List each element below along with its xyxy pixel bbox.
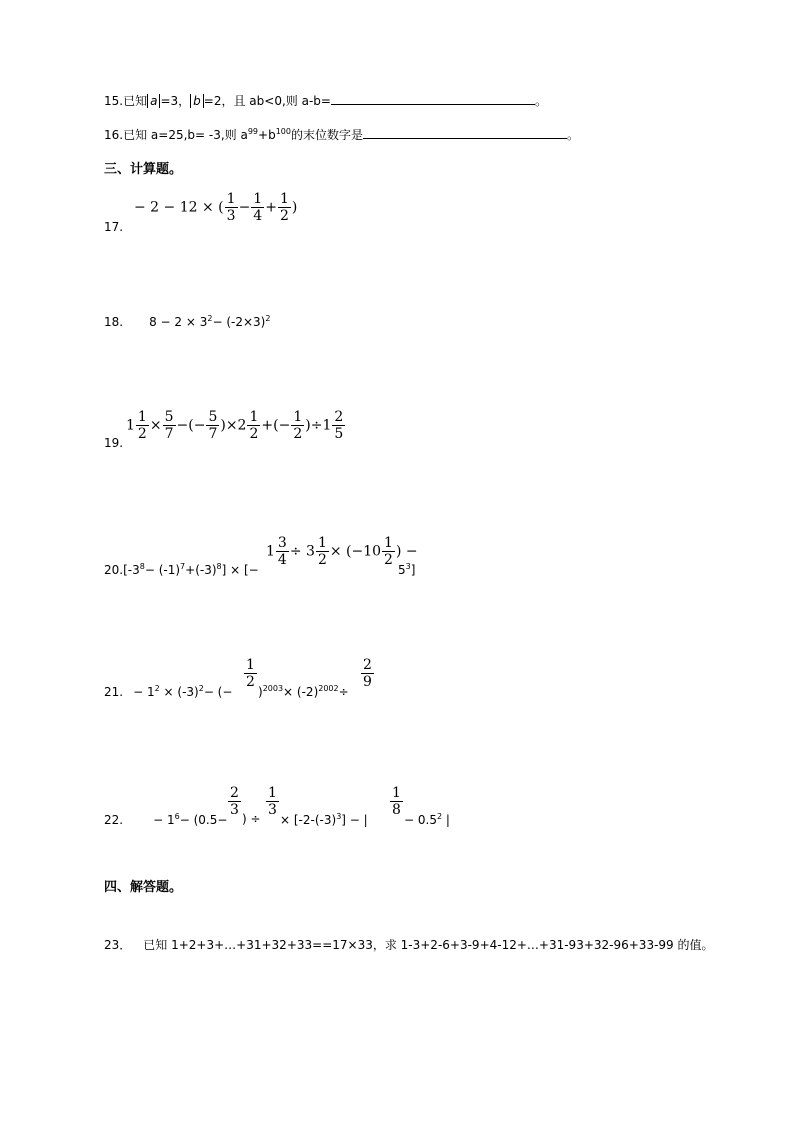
question-21-fraction-2: $\frac{2}{9}$	[363, 657, 372, 690]
section-title-calculation: 三、计算题。	[104, 162, 183, 177]
answer-blank-15[interactable]	[331, 93, 535, 105]
question-17-number: 17.	[104, 220, 124, 234]
question-18: 18. $8 - 2 \times 3^2- (-2\times 3)^2$	[104, 314, 271, 329]
question-22-fraction-2: $\frac{1}{3}$	[268, 785, 277, 818]
abs-a: a	[147, 94, 160, 108]
question-22-fraction-3: $\frac{1}{8}$	[392, 785, 401, 818]
question-16: 16.已知 a=25,b= -3,则 $a^{99}+b^{100}$的末位数字是 。	[104, 127, 580, 142]
question-21-left: 21. − $1^2 \times (-3)^2-$ (−	[104, 684, 233, 699]
question-23: 23． 已知 1+2+3+…+31+32+33==17×33，求 1-3+2-6+3-9+4-12+…+31-93+32-96+33-99 的值。	[104, 938, 714, 952]
question-22-mid2: × $[-2-(-3)^3]$ − |	[280, 812, 368, 827]
question-20-tail: $5^3$]	[398, 562, 416, 577]
answer-blank-16[interactable]	[363, 127, 567, 139]
question-19-number: 19.	[104, 436, 124, 450]
question-22-mid1: ) ÷	[242, 812, 261, 826]
question-21-fraction-1: $\frac{1}{2}$	[246, 657, 255, 690]
question-20-fractions: 1 $\frac{3}{4}$ ÷ 3 $\frac{1}{2}$ × (−10 $\frac{1}{2}$ ) −	[266, 535, 418, 568]
question-22-tail: − $0.5^2$ |	[404, 812, 450, 827]
question-22-left: 22. − $1^6- (0.5-$	[104, 812, 228, 827]
question-20-left: $20.[-3^8- (-1)^7+(-3)^8]$ × [−	[104, 562, 259, 577]
question-22-fraction-1: $\frac{2}{3}$	[230, 785, 239, 818]
question-17-expression: − 2 − 12 × ( $\frac{1}{3}$ − $\frac{1}{4}$ + $\frac{1}{2}$ )	[134, 191, 298, 224]
question-21-mid: )$^{2003}\times (-2)^{2002}\div$	[258, 684, 349, 699]
abs-b: b	[190, 94, 204, 108]
question-15: 15.已知 a =3， b =2，且 ab<0,则 a-b= 。	[104, 94, 547, 108]
section-title-solve: 四、解答题。	[104, 880, 183, 895]
question-19-expression: 1 $\frac{1}{2}$ × $\frac{5}{7}$ −(− $\frac{5}{7}$ )×2 $\frac{1}{2}$ +(− $\frac{1}{2}$ )÷1 $\frac{2}{5}$	[126, 409, 344, 442]
